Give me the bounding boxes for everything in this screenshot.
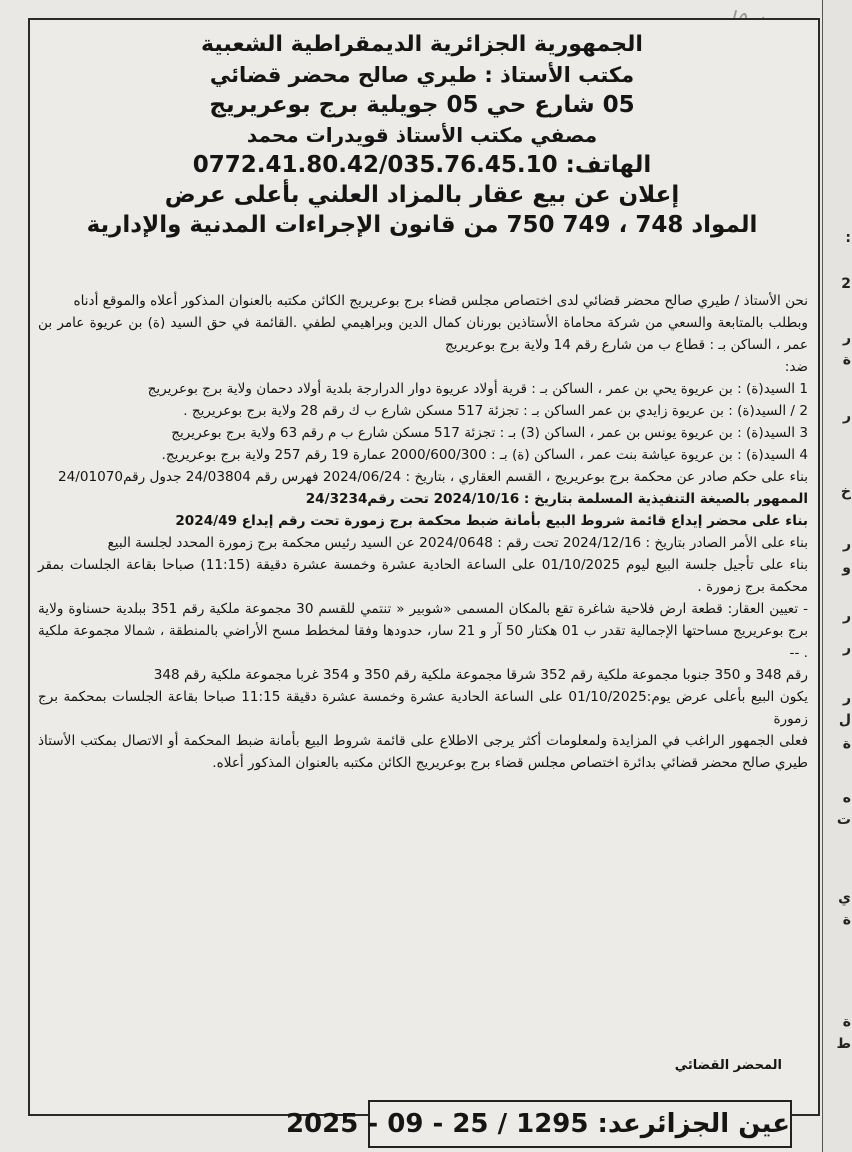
petitioner-paragraph: وبطلب بالمتابعة والسعي من شركة محاماة الأستاذين بورنان كمال الدين وبراهيمي لطفي .القائمة في حق السيد (ة) بن عريوة عامر بن عمر ، الساكن بـ : قطاع ب من شارع رقم 14 ولاية برج بوعريريج [38, 315, 808, 353]
executive-formula: الممهور بالصيغة التنفيذية المسلمة بتاريخ : 2024/10/16 تحت رقم24/3234 [305, 491, 808, 507]
neighbor-fragment: ر [842, 608, 851, 624]
neighbor-fragment: ر [842, 330, 851, 346]
neighbor-fragment: ر [842, 640, 851, 656]
court-order: بناء على الأمر الصادر بتاريخ : 2024/12/16 تحت رقم : 2024/0648 عن السيد رئيس محكمة برج زمورة المحدد لجلسة البيع [107, 535, 808, 551]
against-label: ضد: [784, 359, 808, 375]
neighbor-fragment: ة [842, 912, 851, 928]
defendant-2: 2 / السيد(ة) : بن عريوة زايدي بن عمر الساكن بـ : تجزئة 517 مسكن شارع ب ك رقم 28 ولاية برج بوعريريج . [183, 403, 808, 419]
announcement-header [28, 30, 816, 240]
neighbor-fragment: ر [842, 690, 851, 706]
office-heading: مكتب الأستاذ : طيري صالح محضر قضائي [209, 63, 635, 87]
neighbor-fragment: : [845, 230, 851, 246]
republic-heading: الجمهورية الجزائرية الديمقراطية الشعبية [201, 32, 643, 57]
property-boundaries: رقم 348 و 350 جنوبا مجموعة ملكية رقم 352 شرقا مجموعة ملكية رقم 350 و 354 غربا مجموعة ملكية رقم 348 [153, 667, 808, 683]
publication-reference: عين الجزائرعد: 1295 / 25 - 09 - 2025 [368, 1100, 792, 1148]
neighbor-fragment: ة [842, 1014, 851, 1030]
defendant-3: 3 السيد(ة) : بن عريوة يونس بن عمر ، الساكن (3) بـ : تجزئة 517 مسكن شارع ب م رقم 63 ولاية برج بوعريريج [171, 425, 808, 441]
neighbor-fragment: خ [840, 484, 851, 500]
neighbor-fragment: و [842, 560, 851, 576]
neighbor-column [822, 0, 852, 1152]
neighbor-fragment: ي [838, 890, 851, 906]
sale-schedule: يكون البيع بأعلى عرض يوم:01/10/2025 على الساعة الحادية عشرة وخمسة عشرة دقيقة 11:15 صباحا بقاعة الجلسات بمحكمة برج زمورة [38, 689, 809, 727]
neighbor-fragment: ة [842, 736, 851, 752]
address-heading: 05 شارع حي 05 جويلية برج بوعريريج [209, 92, 635, 118]
neighbor-fragment: ل [838, 712, 851, 728]
session-postponement: بناء على تأجيل جلسة البيع ليوم 01/10/2025 على الساعة الحادية عشرة وخمسة عشرة دقيقة (11:15) صباحا بقاعة الجلسات بمقر محكمة برج زمورة . [38, 557, 809, 595]
neighbor-fragment: ه [842, 790, 851, 806]
neighbor-fragment: ر [842, 408, 851, 424]
neighbor-fragment: 2 [841, 276, 851, 292]
conditions-deposit: بناء على محضر إيداع قائمة شروط البيع بأمانة ضبط محكمة برج زمورة تحت رقم إيداع 2024/49 [175, 513, 808, 529]
signature-label: المحضر القضائي [674, 1058, 782, 1073]
legal-articles: المواد 748 ، 749 750 من قانون الإجراءات المدنية والإدارية [86, 212, 758, 238]
public-invitation: فعلى الجمهور الراغب في المزايدة ولمعلومات أكثر يرجى الاطلاع على قائمة شروط البيع بأمانة ضبط المحكمة أو الاتصال بمكتب الأستاذ طيري صالح محضر قضائي بدائرة اختصاص مجلس قضاء برج بوعريريج الكائن مكتبه بالعنوان المذكور أعلاه. [38, 733, 808, 771]
property-description: - تعيين العقار: قطعة ارض فلاحية شاغرة تقع بالمكان المسمى «شوبير « تنتمي للقسم 30 مجموعة ملكية رقم 351 ببلدية حسناوة ولاية برج بوعريريج مساحتها الإجمالية تقدر ب 01 هكتار 50 آر و 21 سار، حدودها وفقا لمخطط مسح الأراضي بالمنطقة ، شمالا مجموعة ملكية . -- [38, 601, 808, 661]
phone-heading: الهاتف: 0772.41.80.42/035.76.45.10 [192, 152, 652, 178]
defendant-4: 4 السيد(ة) : بن عريوة عياشة بنت عمر ، الساكن (ة) بـ : 2000/600/300 عمارة 19 رقم 257 ولاية برج بوعريريج. [161, 447, 808, 463]
neighbor-fragment: ط [836, 1036, 851, 1052]
neighbor-fragment: ر [842, 536, 851, 552]
defendant-1: 1 السيد(ة) : بن عريوة يحي بن عمر ، الساكن بـ : قرية أولاد عريوة دوار الدرارجة بلدية أولاد دحمان ولاية برج بوعريريج [147, 381, 808, 397]
auction-announcement [8, 8, 814, 1150]
announcement-title: إعلان عن بيع عقار بالمزاد العلني بأعلى عرض [164, 182, 680, 208]
bailiff-intro: نحن الأستاذ / طيري صالح محضر قضائي لدى اختصاص مجلس قضاء برج بوعريريج الكائن مكتبه بالعنوان المذكور أعلاه والموقع أدناه [73, 293, 808, 309]
liquidator-heading: مصفي مكتب الأستاذ قويدرات محمد [246, 123, 598, 147]
judgment-reference: بناء على حكم صادر عن محكمة برج بوعريريج ، القسم العقاري ، بتاريخ : 2024/06/24 فهرس رقم 24/03804 جدول رقم24/01070 [57, 469, 808, 485]
neighbor-fragment: ة [842, 352, 851, 368]
announcement-body [38, 290, 808, 774]
neighbor-fragment: ت [836, 812, 851, 828]
